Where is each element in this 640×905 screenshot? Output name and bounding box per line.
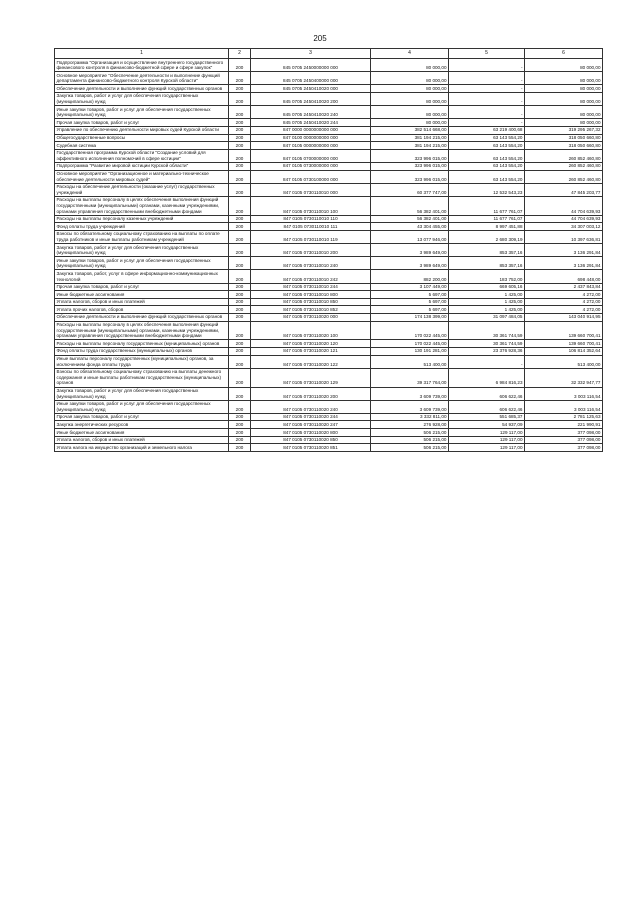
row-executed: 30 361 744,59	[449, 321, 525, 340]
row-executed: -	[449, 355, 525, 368]
table-row	[55, 283, 603, 291]
row-classifier: 847 0105 0730110020 851	[251, 444, 371, 452]
table-row	[55, 298, 603, 306]
table-row	[55, 230, 603, 243]
row-classifier: 847 0105 0730000000 000	[251, 162, 371, 170]
row-unexecuted: 2 437 843,84	[525, 283, 603, 291]
row-executed: 31 097 484,05	[449, 313, 525, 321]
row-name: Иные выплаты персоналу государственных (муниципальных) органов, за исключением фонда оплаты труда	[55, 355, 229, 368]
row-classifier: 847 0105 0730110020 100	[251, 321, 371, 340]
row-classifier: 847 0105 0730110020 240	[251, 400, 371, 413]
header-row	[55, 49, 603, 59]
row-classifier: 847 0105 0730110020 800	[251, 429, 371, 437]
row-code: 200	[229, 134, 251, 142]
row-unexecuted: 32 332 947,77	[525, 368, 603, 387]
table-row	[55, 106, 603, 119]
row-name: Иные бюджетные ассигнования	[55, 291, 229, 299]
row-code: 200	[229, 223, 251, 231]
row-executed: 1 425,00	[449, 298, 525, 306]
row-classifier: 847 0105 0730110010 242	[251, 270, 371, 283]
table-body	[55, 59, 603, 452]
row-unexecuted: 80 000,00	[525, 72, 603, 85]
row-classifier: 847 0105 0730110020 120	[251, 340, 371, 348]
row-classifier: 847 0105 0730110010 110	[251, 215, 371, 223]
row-executed: -	[449, 72, 525, 85]
row-name: Прочая закупка товаров, работ и услуг	[55, 413, 229, 421]
row-name: Общегосударственные вопросы	[55, 134, 229, 142]
row-executed: 63 143 554,20	[449, 149, 525, 162]
row-name: Фонд оплаты труда учреждений	[55, 223, 229, 231]
row-approved: 3 609 739,00	[371, 387, 449, 400]
row-code: 200	[229, 298, 251, 306]
row-code: 200	[229, 162, 251, 170]
table-row	[55, 149, 603, 162]
row-executed: 669 605,16	[449, 283, 525, 291]
row-name: Расходы на выплаты персоналу в целях обеспечения выполнения функций государственными (муниципальными) органами, казенными учреждениями, органами управления государственными внебюджетными фондами	[55, 321, 229, 340]
table-row	[55, 413, 603, 421]
row-code: 200	[229, 59, 251, 72]
row-unexecuted: 698 448,00	[525, 270, 603, 283]
row-classifier: 845 0705 2450000000 000	[251, 59, 371, 72]
row-approved: 513 400,00	[371, 355, 449, 368]
row-approved: 323 996 015,00	[371, 170, 449, 183]
row-classifier: 845 0705 2450410020 000	[251, 85, 371, 93]
row-approved: 506 215,00	[371, 444, 449, 452]
table-row	[55, 306, 603, 314]
row-classifier: 847 0000 0000000000 000	[251, 126, 371, 134]
table-row	[55, 134, 603, 142]
row-unexecuted: 3 136 291,84	[525, 257, 603, 270]
row-name: Прочая закупка товаров, работ и услуг	[55, 119, 229, 127]
row-executed: 183 752,00	[449, 270, 525, 283]
row-unexecuted: 80 000,00	[525, 92, 603, 105]
table-row	[55, 142, 603, 150]
row-code: 200	[229, 413, 251, 421]
table-row	[55, 196, 603, 215]
row-unexecuted: 3 136 291,84	[525, 244, 603, 257]
header-col-2: 2	[229, 49, 251, 59]
table-row	[55, 85, 603, 93]
row-unexecuted: 44 704 639,93	[525, 215, 603, 223]
row-classifier: 847 0105 0730110010 850	[251, 298, 371, 306]
row-executed: 551 685,37	[449, 413, 525, 421]
row-classifier: 847 0105 0730110010 800	[251, 291, 371, 299]
row-classifier: 847 0105 0730110020 122	[251, 355, 371, 368]
row-classifier: 847 0105 0730110010 119	[251, 230, 371, 243]
row-code: 200	[229, 142, 251, 150]
row-approved: 5 697,00	[371, 291, 449, 299]
row-classifier: 845 0705 2450410020 244	[251, 119, 371, 127]
row-executed: 11 677 761,07	[449, 215, 525, 223]
row-executed: -	[449, 106, 525, 119]
row-executed: -	[449, 119, 525, 127]
row-code: 200	[229, 119, 251, 127]
row-classifier: 847 0105 0730100000 000	[251, 170, 371, 183]
row-classifier: 847 0105 0730110020 000	[251, 313, 371, 321]
row-name: Судебная система	[55, 142, 229, 150]
row-unexecuted: 80 000,00	[525, 85, 603, 93]
table-row	[55, 321, 603, 340]
row-name: Государственная программа Курской области "Создание условий для эффективного исполнения полномочий в сфере юстиции"	[55, 149, 229, 162]
row-executed: 63 143 554,20	[449, 134, 525, 142]
row-code: 200	[229, 436, 251, 444]
row-classifier: 847 0105 0730110020 200	[251, 387, 371, 400]
row-code: 200	[229, 170, 251, 183]
table-row	[55, 291, 603, 299]
row-approved: 170 022 445,00	[371, 321, 449, 340]
row-approved: 80 000,00	[371, 59, 449, 72]
row-approved: 5 697,00	[371, 306, 449, 314]
row-unexecuted: 377 098,00	[525, 444, 603, 452]
row-classifier: 847 0105 0000000000 000	[251, 142, 371, 150]
row-code: 200	[229, 257, 251, 270]
row-name: Взносы по обязательному социальному страхованию на выплаты по оплате труда работников и иные выплаты работникам учреждений	[55, 230, 229, 243]
row-executed: 1 425,00	[449, 291, 525, 299]
row-approved: 170 022 445,00	[371, 340, 449, 348]
row-classifier: 847 0105 0730110010 244	[251, 283, 371, 291]
row-unexecuted: 44 704 639,93	[525, 196, 603, 215]
row-name: Расходы на выплаты персоналу казенных учреждений	[55, 215, 229, 223]
row-unexecuted: 2 781 125,63	[525, 413, 603, 421]
row-executed: 8 997 451,88	[449, 223, 525, 231]
row-unexecuted: 260 852 460,80	[525, 149, 603, 162]
row-name: Иные закупки товаров, работ и услуг для обеспечения государственных (муниципальных) нужд	[55, 106, 229, 119]
row-approved: 80 000,00	[371, 119, 449, 127]
row-unexecuted: 4 272,00	[525, 291, 603, 299]
row-name: Закупка товаров, работ и услуг для обеспечения государственных (муниципальных) нужд	[55, 92, 229, 105]
row-unexecuted: 80 000,00	[525, 106, 603, 119]
row-name: Обеспечение деятельности и выполнение функций государственных органов	[55, 85, 229, 93]
row-executed: 54 937,09	[449, 421, 525, 429]
row-approved: 39 317 764,00	[371, 368, 449, 387]
row-unexecuted: 221 990,91	[525, 421, 603, 429]
row-executed: 6 984 816,23	[449, 368, 525, 387]
row-approved: 506 215,00	[371, 436, 449, 444]
row-executed: -	[449, 92, 525, 105]
row-executed: 1 425,00	[449, 306, 525, 314]
table-row	[55, 72, 603, 85]
row-unexecuted: 139 660 700,41	[525, 321, 603, 340]
row-executed: 853 357,16	[449, 257, 525, 270]
row-executed: 129 117,00	[449, 429, 525, 437]
row-classifier: 847 0105 0730110010 111	[251, 223, 371, 231]
row-unexecuted: 377 098,00	[525, 436, 603, 444]
row-approved: 382 514 668,00	[371, 126, 449, 134]
row-executed: 63 143 554,20	[449, 162, 525, 170]
row-name: Расходы на выплаты персоналу в целях обеспечения выполнения функций государственными (муниципальными) органами, казенными учреждениями, органами управления государственными внебюджетными фондами	[55, 196, 229, 215]
row-name: Закупка товаров, работ и услуг для обеспечения государственных (муниципальных) нужд	[55, 244, 229, 257]
table-row	[55, 162, 603, 170]
row-approved: 323 996 015,00	[371, 149, 449, 162]
row-unexecuted: 318 050 660,80	[525, 134, 603, 142]
row-executed: -	[449, 85, 525, 93]
row-code: 200	[229, 313, 251, 321]
row-unexecuted: 4 272,00	[525, 306, 603, 314]
row-name: Расходы на выплаты персоналу государственных (муниципальных) органов	[55, 340, 229, 348]
row-executed: 63 143 554,20	[449, 170, 525, 183]
row-executed: 11 677 761,07	[449, 196, 525, 215]
row-unexecuted: 319 295 267,32	[525, 126, 603, 134]
row-executed: 23 376 928,36	[449, 347, 525, 355]
row-code: 200	[229, 340, 251, 348]
row-approved: 276 928,00	[371, 421, 449, 429]
row-unexecuted: 10 397 636,81	[525, 230, 603, 243]
row-executed: -	[449, 59, 525, 72]
row-code: 200	[229, 126, 251, 134]
row-classifier: 847 0105 0730110020 121	[251, 347, 371, 355]
table-row	[55, 355, 603, 368]
header-col-3: 3	[251, 49, 371, 59]
row-unexecuted: 34 307 003,12	[525, 223, 603, 231]
table-row	[55, 340, 603, 348]
row-code: 200	[229, 85, 251, 93]
row-executed: 129 117,00	[449, 444, 525, 452]
row-approved: 506 215,00	[371, 429, 449, 437]
row-approved: 3 609 739,00	[371, 400, 449, 413]
row-approved: 80 000,00	[371, 92, 449, 105]
row-approved: 56 382 401,00	[371, 196, 449, 215]
table-row	[55, 119, 603, 127]
row-code: 200	[229, 355, 251, 368]
header-col-1: 1	[55, 49, 229, 59]
row-approved: 5 697,00	[371, 298, 449, 306]
row-classifier: 847 0105 0700000000 000	[251, 149, 371, 162]
row-name: Закупка товаров, работ и услуг для обеспечения государственных (муниципальных) нужд	[55, 387, 229, 400]
row-executed: 63 219 400,68	[449, 126, 525, 134]
row-executed: 606 622,46	[449, 400, 525, 413]
row-approved: 3 107 449,00	[371, 283, 449, 291]
row-name: Подпрограмма "Развитие мировой юстиции Курской области"	[55, 162, 229, 170]
row-approved: 60 377 747,00	[371, 183, 449, 196]
row-classifier: 847 0100 0000000000 000	[251, 134, 371, 142]
row-code: 200	[229, 306, 251, 314]
row-name: Иные закупки товаров, работ и услуг для обеспечения государственных (муниципальных) нужд	[55, 257, 229, 270]
row-executed: 12 532 543,23	[449, 183, 525, 196]
row-unexecuted: 260 852 460,80	[525, 162, 603, 170]
row-name: Расходы на обеспечение деятельности (оказание услуг) государственных учреждений	[55, 183, 229, 196]
row-code: 200	[229, 421, 251, 429]
row-unexecuted: 318 050 660,80	[525, 142, 603, 150]
row-approved: 80 000,00	[371, 106, 449, 119]
table-row	[55, 170, 603, 183]
row-unexecuted: 143 040 914,95	[525, 313, 603, 321]
row-name: Закупка энергетических ресурсов	[55, 421, 229, 429]
row-code: 200	[229, 429, 251, 437]
row-classifier: 847 0105 0730110020 850	[251, 436, 371, 444]
row-executed: 2 680 309,19	[449, 230, 525, 243]
row-approved: 130 191 281,00	[371, 347, 449, 355]
table-row	[55, 429, 603, 437]
row-executed: 30 361 744,59	[449, 340, 525, 348]
row-code: 200	[229, 347, 251, 355]
row-name: Управление по обеспечению деятельности мировых судей Курской области	[55, 126, 229, 134]
row-code: 200	[229, 400, 251, 413]
row-code: 200	[229, 92, 251, 105]
table-row	[55, 270, 603, 283]
table-row	[55, 92, 603, 105]
row-name: Основное мероприятие "Организационное и материально-техническое обеспечение деятельности мировых судей"	[55, 170, 229, 183]
row-unexecuted: 80 000,00	[525, 119, 603, 127]
row-code: 200	[229, 106, 251, 119]
table-row	[55, 387, 603, 400]
row-unexecuted: 3 003 116,54	[525, 400, 603, 413]
row-code: 200	[229, 291, 251, 299]
row-name: Уплата прочих налогов, сборов	[55, 306, 229, 314]
row-classifier: 845 0705 2450400000 000	[251, 72, 371, 85]
row-code: 200	[229, 321, 251, 340]
row-code: 200	[229, 215, 251, 223]
row-executed: 606 622,46	[449, 387, 525, 400]
row-unexecuted: 139 660 700,41	[525, 340, 603, 348]
row-code: 200	[229, 230, 251, 243]
row-code: 200	[229, 368, 251, 387]
table-row	[55, 244, 603, 257]
row-classifier: 847 0105 0730110010 240	[251, 257, 371, 270]
table-row	[55, 223, 603, 231]
header-col-5: 5	[449, 49, 525, 59]
row-approved: 381 194 215,00	[371, 142, 449, 150]
row-code: 200	[229, 196, 251, 215]
row-approved: 3 989 649,00	[371, 257, 449, 270]
row-unexecuted: 3 003 116,54	[525, 387, 603, 400]
row-executed: 129 117,00	[449, 436, 525, 444]
row-code: 200	[229, 283, 251, 291]
row-unexecuted: 47 845 203,77	[525, 183, 603, 196]
row-approved: 882 200,00	[371, 270, 449, 283]
row-classifier: 847 0105 0730110010 200	[251, 244, 371, 257]
row-unexecuted: 260 852 460,80	[525, 170, 603, 183]
row-name: Уплата налога на имущество организаций и земельного налога	[55, 444, 229, 452]
row-name: Основное мероприятие "Обеспечение деятельности и выполнение функций департамента финансово-бюджетного контроля Курской области"	[55, 72, 229, 85]
row-classifier: 847 0105 0730110010 852	[251, 306, 371, 314]
row-name: Обеспечение деятельности и выполнение функций государственных органов	[55, 313, 229, 321]
row-name: Подпрограмма "Организация и осуществление внутреннего государственного финансового контроля в финансово-бюджетной сфере и сфере закупок"	[55, 59, 229, 72]
row-name: Иные закупки товаров, работ и услуг для обеспечения государственных (муниципальных) нужд	[55, 400, 229, 413]
row-executed: 853 357,16	[449, 244, 525, 257]
row-code: 200	[229, 183, 251, 196]
table-row	[55, 436, 603, 444]
row-approved: 3 332 811,00	[371, 413, 449, 421]
row-approved: 323 996 015,00	[371, 162, 449, 170]
table-row	[55, 347, 603, 355]
table-row	[55, 313, 603, 321]
row-unexecuted: 377 098,00	[525, 429, 603, 437]
header-col-4: 4	[371, 49, 449, 59]
row-code: 200	[229, 149, 251, 162]
row-classifier: 847 0105 0730110010 100	[251, 196, 371, 215]
table-row	[55, 126, 603, 134]
row-executed: 63 143 554,20	[449, 142, 525, 150]
table-row	[55, 257, 603, 270]
table-row	[55, 368, 603, 387]
row-name: Уплата налогов, сборов и иных платежей	[55, 436, 229, 444]
table-row	[55, 400, 603, 413]
row-approved: 174 138 399,00	[371, 313, 449, 321]
row-approved: 43 304 455,00	[371, 223, 449, 231]
row-classifier: 845 0705 2450410020 200	[251, 92, 371, 105]
row-unexecuted: 4 272,00	[525, 298, 603, 306]
header-col-6: 6	[525, 49, 603, 59]
table-row	[55, 183, 603, 196]
row-classifier: 847 0105 0730110020 247	[251, 421, 371, 429]
row-code: 200	[229, 387, 251, 400]
row-name: Прочая закупка товаров, работ и услуг	[55, 283, 229, 291]
row-classifier: 847 0105 0730110020 244	[251, 413, 371, 421]
row-approved: 381 194 215,00	[371, 134, 449, 142]
budget-table	[54, 48, 603, 452]
row-code: 200	[229, 244, 251, 257]
row-classifier: 847 0105 0730110010 000	[251, 183, 371, 196]
row-name: Уплата налогов, сборов и иных платежей	[55, 298, 229, 306]
row-name: Иные бюджетные ассигнования	[55, 429, 229, 437]
row-unexecuted: 80 000,00	[525, 59, 603, 72]
row-unexecuted: 513 400,00	[525, 355, 603, 368]
row-code: 200	[229, 72, 251, 85]
table-row	[55, 59, 603, 72]
row-classifier: 845 0705 2450410020 240	[251, 106, 371, 119]
row-name: Закупка товаров, работ, услуг в сфере информационно-коммуникационных технологий	[55, 270, 229, 283]
row-name: Фонд оплаты труда государственных (муниципальных) органов	[55, 347, 229, 355]
row-approved: 3 989 649,00	[371, 244, 449, 257]
page-number: 205	[313, 34, 327, 43]
row-classifier: 847 0105 0730110020 129	[251, 368, 371, 387]
table-row	[55, 421, 603, 429]
row-approved: 80 000,00	[371, 85, 449, 93]
table-row	[55, 215, 603, 223]
row-approved: 80 000,00	[371, 72, 449, 85]
row-code: 200	[229, 270, 251, 283]
table-row	[55, 444, 603, 452]
row-name: Взносы по обязательному социальному страхованию на выплаты денежного содержания и иные выплаты работникам государственных (муниципальных) органов	[55, 368, 229, 387]
row-code: 200	[229, 444, 251, 452]
row-approved: 56 382 401,00	[371, 215, 449, 223]
row-approved: 13 077 946,00	[371, 230, 449, 243]
row-unexecuted: 106 814 352,64	[525, 347, 603, 355]
